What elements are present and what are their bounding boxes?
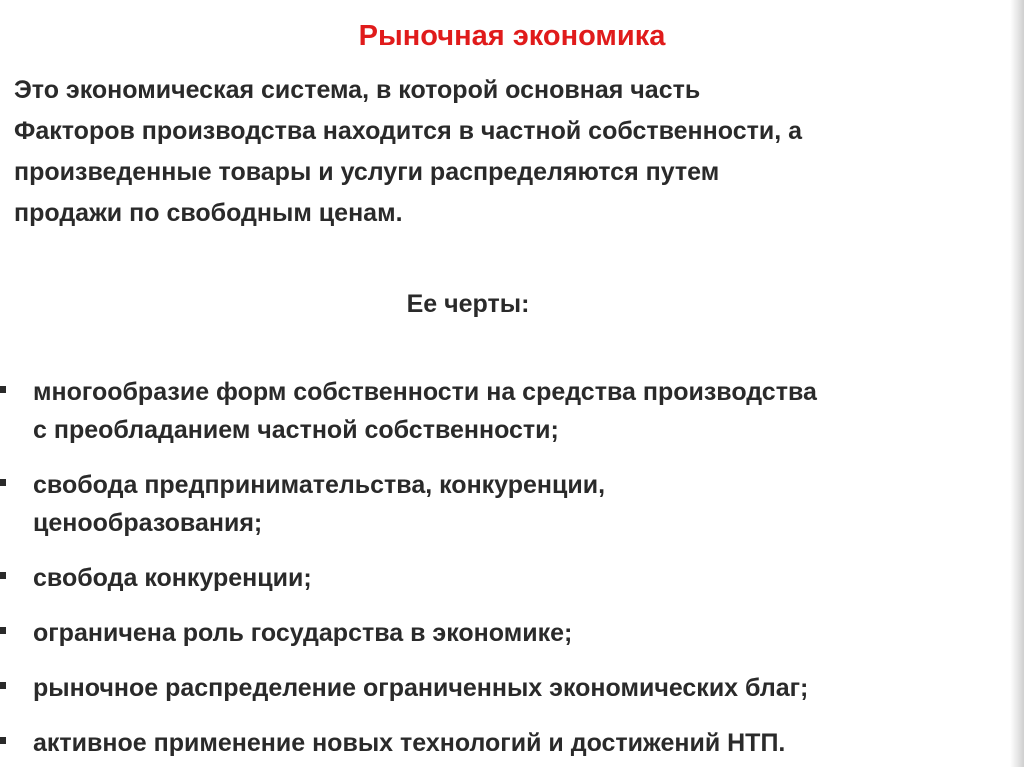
page-edge-shadow [1010, 0, 1024, 767]
bullet-icon [0, 479, 6, 486]
feature-item [0, 614, 1000, 652]
feature-item [0, 669, 1000, 707]
feature-text [33, 373, 1000, 449]
features-heading: Ее черты: [406, 290, 530, 318]
feature-line: активное применение новых технологий и достижений НТП. [33, 729, 786, 757]
feature-line: свобода конкуренции; [33, 564, 312, 592]
feature-item [0, 559, 1000, 597]
feature-text [33, 669, 1000, 707]
feature-item [0, 466, 1000, 542]
feature-item [0, 724, 1000, 762]
features-list [0, 373, 1000, 767]
bullet-icon [0, 627, 6, 634]
definition-paragraph [14, 70, 974, 234]
feature-text [33, 559, 1000, 597]
bullet-icon [0, 386, 6, 393]
bullet-icon [0, 572, 6, 579]
feature-line: многообразие форм собственности на средства производства [33, 378, 817, 406]
feature-line: с преобладанием частной собственности; [33, 416, 559, 444]
definition-line: Это экономическая система, в которой основная часть [14, 76, 701, 104]
feature-text [33, 466, 1000, 542]
feature-item [0, 373, 1000, 449]
feature-line: свобода предпринимательства, конкуренции, [33, 471, 606, 499]
feature-text [33, 614, 1000, 652]
definition-line: произведенные товары и услуги распределяются путем [14, 158, 720, 186]
feature-line: рыночное распределение ограниченных экономических благ; [33, 674, 809, 702]
bullet-icon [0, 737, 6, 744]
feature-line: ограничена роль государства в экономике; [33, 619, 573, 647]
feature-line: ценообразования; [33, 509, 263, 537]
slide-title: Рыночная экономика [358, 20, 666, 52]
definition-line: продажи по свободным ценам. [14, 199, 403, 227]
feature-text [33, 724, 1000, 762]
definition-line: Факторов производства находится в частной собственности, а [14, 117, 803, 145]
bullet-icon [0, 682, 6, 689]
